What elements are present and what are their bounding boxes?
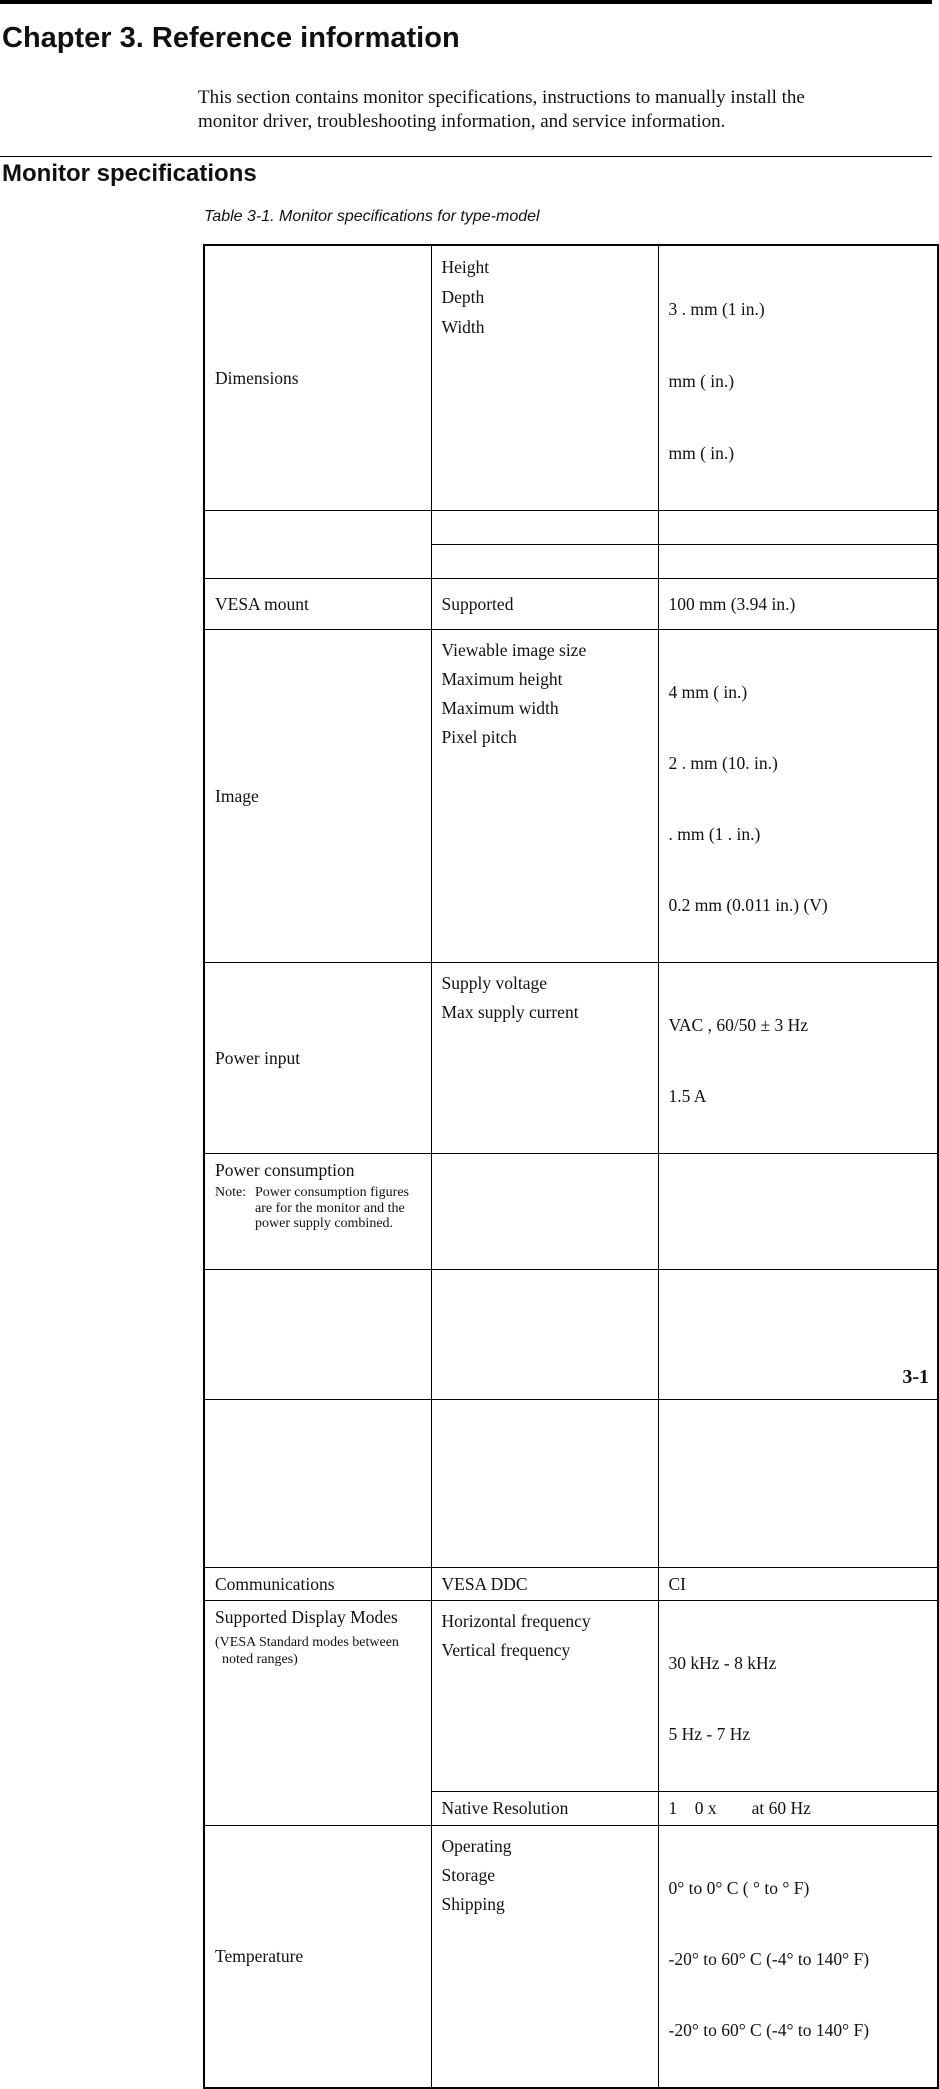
blank-cell [431, 1400, 658, 1568]
param-max-supply-current: Max supply current [441, 1002, 579, 1022]
communications-param: VESA DDC [431, 1568, 658, 1601]
blank-cell [431, 1154, 658, 1270]
param-operating: Operating [441, 1836, 512, 1856]
value-max-height: 2 . mm (10. in.) [668, 753, 778, 773]
param-max-width: Maximum width [441, 698, 559, 718]
param-width: Width [441, 317, 485, 337]
power-consumption-label: Power consumption [215, 1160, 355, 1180]
communications-value: CI [658, 1568, 938, 1601]
section-rule [0, 156, 932, 157]
param-horizontal-frequency: Horizontal frequency [441, 1611, 591, 1631]
blank-cell [658, 1400, 938, 1568]
intro-line: This section contains monitor specifications, instructions to manually install the [198, 87, 805, 108]
display-modes-label: Supported Display Modes [215, 1607, 398, 1627]
page-number: 3-1 [902, 1366, 929, 1388]
note-head: Note: [215, 1185, 247, 1200]
blank-cell [431, 545, 658, 579]
temperature-label: Temperature [204, 1826, 431, 2089]
param-shipping: Shipping [441, 1894, 505, 1914]
value-height: 3 . mm (1 in.) [668, 299, 765, 319]
table-row [204, 245, 938, 511]
power-input-params [431, 963, 658, 1154]
value-width: mm ( in.) [668, 443, 735, 463]
intro-line: monitor driver, troubleshooting information, and service information. [198, 111, 726, 132]
dimensions-params [431, 245, 658, 511]
param-vertical-frequency: Vertical frequency [441, 1640, 571, 1660]
display-modes-params [431, 1601, 658, 1792]
table-row [204, 1568, 938, 1601]
blank-cell [658, 1270, 938, 1400]
table-row [204, 511, 938, 545]
top-rule [0, 0, 932, 4]
value-horizontal-frequency: 30 kHz - 8 kHz [668, 1653, 777, 1673]
blank-cell [658, 511, 938, 545]
vesa-value: 100 mm (3.94 in.) [658, 579, 938, 630]
value-shipping: -20° to 60° C (-4° to 140° F) [668, 2020, 870, 2040]
note-line: Power consumption figures [255, 1185, 409, 1200]
value-depth: mm ( in.) [668, 371, 735, 391]
param-height: Height [441, 257, 490, 277]
table-row [204, 1400, 938, 1568]
table-row [204, 1270, 938, 1400]
dimensions-label: Dimensions [204, 245, 431, 511]
native-resolution-param: Native Resolution [431, 1792, 658, 1826]
image-values [658, 630, 938, 963]
blank-label-cell [204, 511, 431, 579]
table-row [204, 1826, 938, 2089]
param-storage: Storage [441, 1865, 495, 1885]
native-resolution-value: 1 0 x at 60 Hz [658, 1792, 938, 1826]
display-modes-values [658, 1601, 938, 1792]
value-supply-voltage: VAC , 60/50 ± 3 Hz [668, 1015, 809, 1035]
blank-cell [658, 545, 938, 579]
temperature-values [658, 1826, 938, 2089]
communications-label: Communications [204, 1568, 431, 1601]
param-depth: Depth [441, 287, 485, 307]
sublabel-line: (VESA Standard modes between [215, 1635, 399, 1650]
value-vertical-frequency: 5 Hz - 7 Hz [668, 1724, 751, 1744]
vesa-param: Supported [431, 579, 658, 630]
section-title: Monitor specifications [2, 160, 257, 187]
blank-cell [431, 511, 658, 545]
param-pixel-pitch: Pixel pitch [441, 727, 517, 747]
table-row [204, 1601, 938, 1792]
display-modes-sublabel [215, 1634, 431, 1668]
note-line: are for the monitor and the [255, 1200, 405, 1216]
table-row [204, 1154, 938, 1270]
value-operating: 0° to 0° C ( ° to ° F) [668, 1878, 810, 1898]
image-params [431, 630, 658, 963]
table-row [204, 579, 938, 630]
param-supply-voltage: Supply voltage [441, 973, 547, 993]
table-caption: Table 3-1. Monitor specifications for type-model [204, 208, 540, 225]
value-max-width: . mm (1 . in.) [668, 824, 761, 844]
chapter-title: Chapter 3. Reference information [2, 22, 460, 54]
table-row [204, 630, 938, 963]
blank-cell [431, 1270, 658, 1400]
sublabel-line: noted ranges) [215, 1652, 298, 1667]
param-viewable-size: Viewable image size [441, 640, 587, 660]
note-line: power supply combined. [255, 1216, 394, 1231]
blank-cell [204, 1400, 431, 1568]
image-label: Image [204, 630, 431, 963]
power-input-values [658, 963, 938, 1154]
table-row [204, 963, 938, 1154]
power-input-label: Power input [204, 963, 431, 1154]
value-pixel-pitch: 0.2 mm (0.011 in.) (V) [668, 895, 828, 915]
temperature-params [431, 1826, 658, 2089]
blank-cell [658, 1154, 938, 1270]
blank-cell [204, 1270, 431, 1400]
dimensions-values [658, 245, 938, 511]
intro-paragraph [198, 86, 918, 134]
power-consumption-cell [204, 1154, 431, 1270]
value-max-supply-current: 1.5 A [668, 1086, 707, 1106]
note-body [255, 1185, 409, 1232]
power-note [215, 1185, 431, 1232]
vesa-label: VESA mount [204, 579, 431, 630]
value-viewable-size: 4 mm ( in.) [668, 682, 748, 702]
spec-table [203, 244, 939, 2089]
value-storage: -20° to 60° C (-4° to 140° F) [668, 1949, 870, 1969]
display-modes-cell [204, 1601, 431, 1826]
param-max-height: Maximum height [441, 669, 563, 689]
